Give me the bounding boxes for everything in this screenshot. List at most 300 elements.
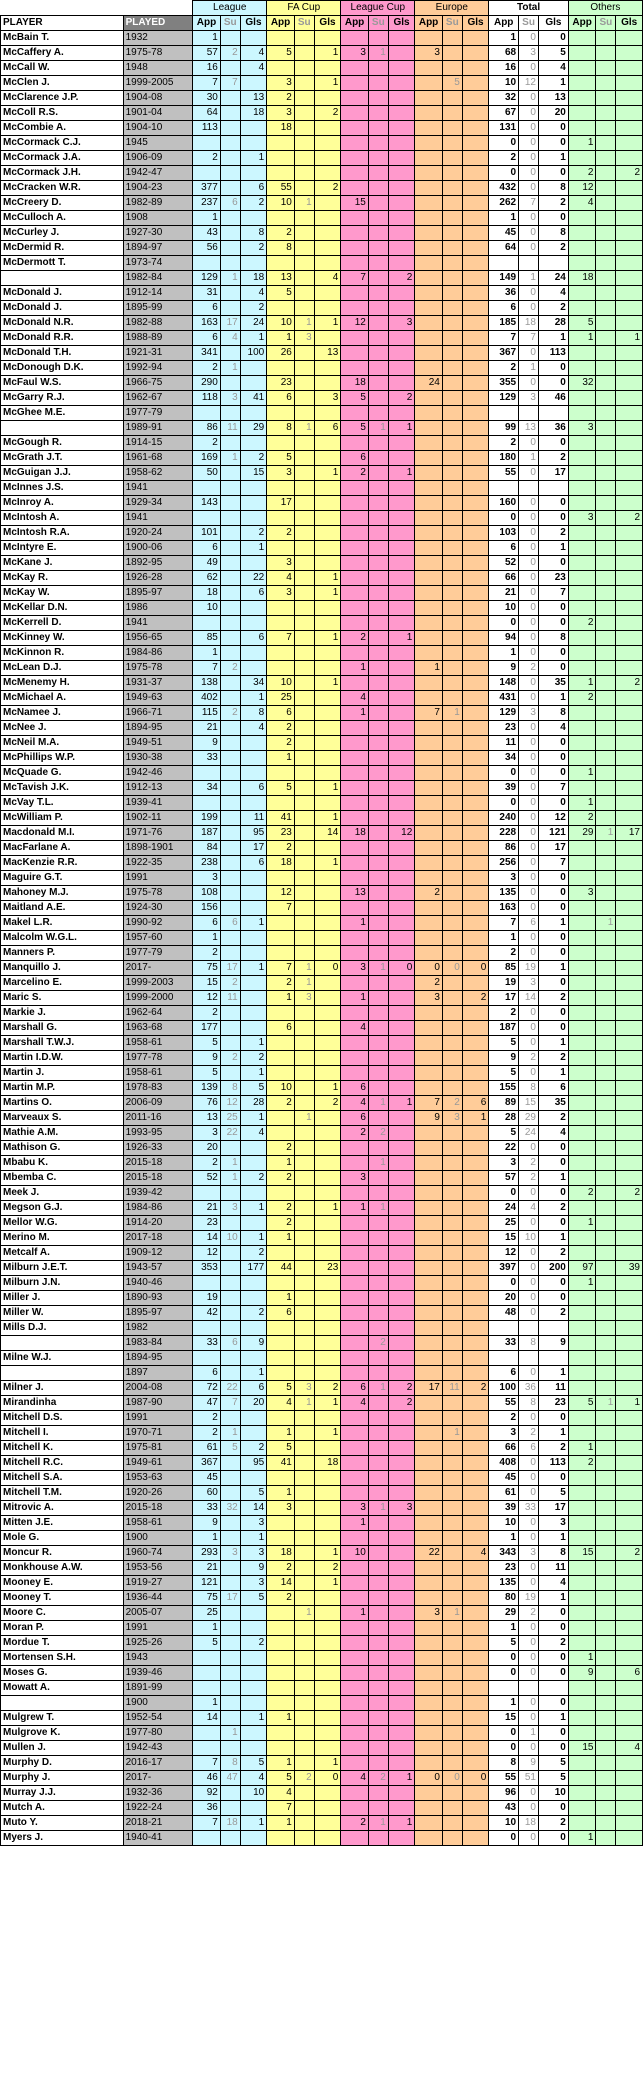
app-cell: 1 — [267, 1486, 295, 1501]
gls-cell — [314, 1531, 341, 1546]
app-cell — [415, 76, 443, 91]
app-cell — [568, 871, 596, 886]
gls-cell — [462, 601, 489, 616]
gls-cell — [616, 346, 643, 361]
app-cell: 1 — [267, 1231, 295, 1246]
su-cell — [596, 796, 616, 811]
player-name: Muto Y. — [1, 1816, 124, 1831]
su-cell — [442, 1186, 462, 1201]
played-years: 1900 — [123, 1696, 193, 1711]
played-years: 1922-24 — [123, 1801, 193, 1816]
app-cell: 2 — [267, 1216, 295, 1231]
app-cell — [341, 1186, 369, 1201]
app-cell — [341, 601, 369, 616]
gls-cell — [462, 1516, 489, 1531]
su-cell — [220, 1246, 240, 1261]
su-cell — [442, 1306, 462, 1321]
su-cell — [596, 1636, 616, 1651]
table-row — [1, 1801, 643, 1816]
app-cell — [415, 1441, 443, 1456]
app-cell — [267, 481, 295, 496]
app-cell: 16 — [193, 61, 221, 76]
su-cell — [596, 781, 616, 796]
su-cell — [220, 1576, 240, 1591]
gls-cell — [462, 721, 489, 736]
app-cell: 18 — [568, 271, 596, 286]
played-years: 1895-97 — [123, 1306, 193, 1321]
app-cell: 10 — [267, 676, 295, 691]
app-cell — [341, 136, 369, 151]
su-cell — [442, 1831, 462, 1846]
su-cell: 1 — [220, 271, 240, 286]
app-cell: 20 — [193, 1141, 221, 1156]
gls-cell — [462, 1141, 489, 1156]
app-cell — [267, 361, 295, 376]
player-name: Mooney E. — [1, 1576, 124, 1591]
su-cell — [220, 826, 240, 841]
played-years: 1962-67 — [123, 391, 193, 406]
su-cell — [368, 1006, 388, 1021]
gls-cell: 0 — [538, 1651, 568, 1666]
app-cell: 99 — [489, 421, 519, 436]
table-row — [1, 1036, 643, 1051]
table-row — [1, 1441, 643, 1456]
su-cell — [294, 541, 314, 556]
gls-cell — [388, 1186, 415, 1201]
gls-cell — [314, 691, 341, 706]
app-cell: 6 — [341, 1381, 369, 1396]
su-cell — [442, 286, 462, 301]
app-cell: 55 — [489, 466, 519, 481]
gls-cell — [388, 241, 415, 256]
app-cell — [568, 226, 596, 241]
su-cell: 0 — [519, 796, 539, 811]
su-cell: 2 — [220, 46, 240, 61]
gls-cell — [388, 1141, 415, 1156]
gls-cell — [616, 286, 643, 301]
gls-cell — [388, 781, 415, 796]
app-cell — [568, 931, 596, 946]
su-cell — [442, 646, 462, 661]
gls-cell: 2 — [616, 1186, 643, 1201]
app-cell: 1 — [341, 991, 369, 1006]
su-cell: 0 — [519, 571, 539, 586]
gls-cell — [388, 1351, 415, 1366]
su-cell: 1 — [519, 361, 539, 376]
app-cell: 80 — [489, 1591, 519, 1606]
gls-cell — [388, 1756, 415, 1771]
gls-cell: 1 — [314, 46, 341, 61]
gls-cell — [240, 376, 267, 391]
su-cell: 0 — [519, 1036, 539, 1051]
gls-cell — [462, 1636, 489, 1651]
col-player: PLAYER — [1, 16, 124, 31]
su-cell: 0 — [519, 556, 539, 571]
su-cell: 1 — [368, 1816, 388, 1831]
su-cell — [220, 346, 240, 361]
su-cell — [368, 511, 388, 526]
app-cell — [415, 1006, 443, 1021]
gls-cell — [388, 586, 415, 601]
gls-cell — [616, 211, 643, 226]
gls-cell: 4 — [240, 1126, 267, 1141]
gls-cell: 23 — [538, 571, 568, 586]
gls-cell — [314, 511, 341, 526]
app-cell — [341, 871, 369, 886]
gls-cell — [616, 991, 643, 1006]
su-cell — [294, 736, 314, 751]
app-cell: 5 — [193, 1066, 221, 1081]
gls-cell: 8 — [240, 706, 267, 721]
su-cell — [220, 721, 240, 736]
su-cell — [596, 1336, 616, 1351]
gls-cell — [240, 931, 267, 946]
gls-cell — [462, 1291, 489, 1306]
su-cell — [220, 1486, 240, 1501]
su-cell — [442, 1666, 462, 1681]
app-cell: 1 — [193, 931, 221, 946]
su-cell — [596, 526, 616, 541]
gls-cell: 8 — [538, 1546, 568, 1561]
app-cell: 131 — [489, 121, 519, 136]
gls-cell — [462, 1396, 489, 1411]
gls-cell — [240, 1606, 267, 1621]
su-cell — [220, 1831, 240, 1846]
su-cell — [368, 931, 388, 946]
su-cell — [294, 61, 314, 76]
gls-cell: 5 — [538, 1486, 568, 1501]
su-cell — [294, 901, 314, 916]
table-row — [1, 661, 643, 676]
app-cell — [341, 1306, 369, 1321]
app-cell — [568, 586, 596, 601]
col-app: App — [568, 16, 596, 31]
app-cell: 3 — [267, 586, 295, 601]
app-cell: 10 — [193, 601, 221, 616]
su-cell — [220, 1366, 240, 1381]
app-cell — [415, 1426, 443, 1441]
gls-cell — [462, 271, 489, 286]
su-cell — [596, 1186, 616, 1201]
gls-cell: 6 — [538, 1081, 568, 1096]
su-cell — [596, 661, 616, 676]
gls-cell — [240, 1216, 267, 1231]
gls-cell — [462, 1366, 489, 1381]
gls-cell — [462, 1606, 489, 1621]
app-cell — [341, 406, 369, 421]
gls-cell: 0 — [538, 931, 568, 946]
app-cell — [568, 1756, 596, 1771]
table-row — [1, 406, 643, 421]
su-cell: 1 — [368, 961, 388, 976]
app-cell: 0 — [489, 1726, 519, 1741]
gls-cell — [388, 1306, 415, 1321]
su-cell — [294, 526, 314, 541]
app-cell — [568, 1591, 596, 1606]
player-name: Moran P. — [1, 1621, 124, 1636]
su-cell: 1 — [220, 1171, 240, 1186]
app-cell: 1 — [489, 1696, 519, 1711]
played-years: 1940-46 — [123, 1276, 193, 1291]
app-cell — [341, 1351, 369, 1366]
played-years: 1953-63 — [123, 1471, 193, 1486]
app-cell: 67 — [489, 106, 519, 121]
app-cell — [193, 616, 221, 631]
gls-cell — [388, 1456, 415, 1471]
app-cell — [267, 1366, 295, 1381]
played-years: 1922-35 — [123, 856, 193, 871]
app-cell — [267, 1471, 295, 1486]
su-cell: 0 — [442, 1771, 462, 1786]
player-name: McKinney W. — [1, 631, 124, 646]
player-name: McDonough D.K. — [1, 361, 124, 376]
su-cell — [294, 1666, 314, 1681]
gls-cell: 24 — [240, 316, 267, 331]
gls-cell — [616, 421, 643, 436]
su-cell — [294, 1051, 314, 1066]
app-cell: 1 — [267, 991, 295, 1006]
su-cell — [368, 886, 388, 901]
su-cell: 0 — [519, 1621, 539, 1636]
app-cell — [415, 616, 443, 631]
played-years: 1958-61 — [123, 1516, 193, 1531]
app-cell — [341, 1786, 369, 1801]
table-row — [1, 1291, 643, 1306]
app-cell — [568, 1771, 596, 1786]
su-cell — [294, 1501, 314, 1516]
gls-cell — [314, 1036, 341, 1051]
su-cell: 36 — [519, 1381, 539, 1396]
gls-cell — [462, 541, 489, 556]
player-name — [1, 271, 124, 286]
player-name: McCulloch A. — [1, 211, 124, 226]
gls-cell — [538, 1681, 568, 1696]
app-cell: 0 — [489, 136, 519, 151]
played-years: 1921-31 — [123, 346, 193, 361]
su-cell — [519, 1321, 539, 1336]
gls-cell: 28 — [538, 316, 568, 331]
app-cell — [341, 181, 369, 196]
app-cell — [341, 106, 369, 121]
app-cell: 6 — [489, 541, 519, 556]
app-cell — [415, 1501, 443, 1516]
su-cell — [294, 1456, 314, 1471]
col-gls: Gls — [538, 16, 568, 31]
su-cell — [442, 1066, 462, 1081]
su-cell — [368, 1621, 388, 1636]
su-cell: 18 — [519, 316, 539, 331]
gls-cell — [388, 106, 415, 121]
table-row — [1, 946, 643, 961]
su-cell — [220, 106, 240, 121]
app-cell — [341, 931, 369, 946]
su-cell — [294, 1171, 314, 1186]
gls-cell — [388, 571, 415, 586]
gls-cell: 22 — [240, 571, 267, 586]
su-cell — [220, 1801, 240, 1816]
played-years: 1941 — [123, 616, 193, 631]
gls-cell — [314, 1786, 341, 1801]
gls-cell — [240, 901, 267, 916]
gls-cell — [240, 976, 267, 991]
gls-cell: 2 — [462, 991, 489, 1006]
su-cell — [442, 556, 462, 571]
su-cell — [368, 1411, 388, 1426]
su-cell — [596, 856, 616, 871]
app-cell — [193, 1651, 221, 1666]
gls-cell — [388, 226, 415, 241]
app-cell: 262 — [489, 196, 519, 211]
app-cell — [568, 646, 596, 661]
gls-cell: 0 — [538, 211, 568, 226]
played-years: 1945 — [123, 136, 193, 151]
gls-cell: 177 — [240, 1261, 267, 1276]
gls-cell — [616, 916, 643, 931]
app-cell — [341, 571, 369, 586]
gls-cell — [616, 1456, 643, 1471]
gls-cell: 0 — [538, 1216, 568, 1231]
gls-cell — [616, 556, 643, 571]
app-cell: 33 — [193, 751, 221, 766]
su-cell — [442, 196, 462, 211]
gls-cell — [616, 1501, 643, 1516]
app-cell: 57 — [489, 1171, 519, 1186]
su-cell — [294, 481, 314, 496]
app-cell: 18 — [193, 586, 221, 601]
table-row — [1, 706, 643, 721]
gls-cell: 0 — [538, 796, 568, 811]
su-cell — [294, 1141, 314, 1156]
gls-cell — [616, 256, 643, 271]
player-name: Murphy D. — [1, 1756, 124, 1771]
table-row — [1, 631, 643, 646]
player-name: Mitchell K. — [1, 1441, 124, 1456]
app-cell: 290 — [193, 376, 221, 391]
app-cell: 149 — [489, 271, 519, 286]
app-cell — [341, 1636, 369, 1651]
gls-cell — [388, 511, 415, 526]
su-cell — [442, 1141, 462, 1156]
app-cell: 5 — [489, 1066, 519, 1081]
app-cell — [267, 1741, 295, 1756]
gls-cell — [616, 406, 643, 421]
gls-cell: 2 — [240, 301, 267, 316]
gls-cell — [314, 166, 341, 181]
gls-cell — [240, 361, 267, 376]
su-cell — [596, 721, 616, 736]
su-cell — [368, 1651, 388, 1666]
su-cell — [442, 1501, 462, 1516]
player-name: Mitchell R.C. — [1, 1456, 124, 1471]
app-cell: 10 — [489, 76, 519, 91]
su-cell — [294, 1411, 314, 1426]
app-cell — [415, 271, 443, 286]
table-row — [1, 1411, 643, 1426]
gls-cell — [462, 211, 489, 226]
su-cell — [442, 121, 462, 136]
su-cell — [368, 526, 388, 541]
app-cell: 163 — [193, 316, 221, 331]
app-cell — [341, 286, 369, 301]
su-cell — [442, 736, 462, 751]
su-cell: 0 — [519, 901, 539, 916]
su-cell: 0 — [519, 1291, 539, 1306]
su-cell — [368, 1276, 388, 1291]
gls-cell — [462, 811, 489, 826]
app-cell: 1 — [267, 1156, 295, 1171]
su-cell — [442, 766, 462, 781]
gls-cell — [388, 1216, 415, 1231]
app-cell: 4 — [341, 1021, 369, 1036]
app-cell: 238 — [193, 856, 221, 871]
app-cell — [415, 901, 443, 916]
su-cell — [442, 421, 462, 436]
gls-cell — [616, 1096, 643, 1111]
su-cell — [596, 346, 616, 361]
app-cell: 2 — [341, 466, 369, 481]
gls-cell: 6 — [240, 631, 267, 646]
gls-cell — [462, 1501, 489, 1516]
gls-cell — [462, 1816, 489, 1831]
gls-cell — [616, 526, 643, 541]
played-years: 1982-88 — [123, 316, 193, 331]
app-cell — [568, 1471, 596, 1486]
gls-cell — [462, 976, 489, 991]
gls-cell — [616, 856, 643, 871]
app-cell: 2 — [568, 166, 596, 181]
su-cell: 0 — [519, 496, 539, 511]
gls-cell: 1 — [240, 1711, 267, 1726]
table-row — [1, 991, 643, 1006]
app-cell — [267, 151, 295, 166]
app-cell — [267, 166, 295, 181]
app-cell: 10 — [267, 1081, 295, 1096]
gls-cell — [616, 31, 643, 46]
table-row — [1, 1381, 643, 1396]
su-cell — [220, 946, 240, 961]
su-cell — [596, 301, 616, 316]
gls-cell — [240, 796, 267, 811]
su-cell — [220, 496, 240, 511]
gls-cell — [462, 931, 489, 946]
played-years: 2015-18 — [123, 1501, 193, 1516]
su-cell — [442, 1816, 462, 1831]
gls-cell — [462, 1186, 489, 1201]
table-row — [1, 301, 643, 316]
table-row — [1, 1696, 643, 1711]
app-cell: 21 — [193, 1561, 221, 1576]
app-cell — [415, 586, 443, 601]
su-cell — [442, 166, 462, 181]
su-cell — [442, 1276, 462, 1291]
app-cell: 10 — [489, 1816, 519, 1831]
su-cell — [294, 1231, 314, 1246]
gls-cell: 0 — [538, 646, 568, 661]
app-cell — [193, 1321, 221, 1336]
app-cell: 12 — [568, 181, 596, 196]
table-row — [1, 1096, 643, 1111]
su-cell — [368, 571, 388, 586]
su-cell: 0 — [519, 616, 539, 631]
gls-cell — [314, 1216, 341, 1231]
gls-cell — [462, 916, 489, 931]
gls-cell — [240, 1801, 267, 1816]
gls-cell — [314, 1636, 341, 1651]
gls-cell: 6 — [240, 586, 267, 601]
su-cell: 3 — [294, 991, 314, 1006]
app-cell — [568, 1366, 596, 1381]
gls-cell — [462, 406, 489, 421]
